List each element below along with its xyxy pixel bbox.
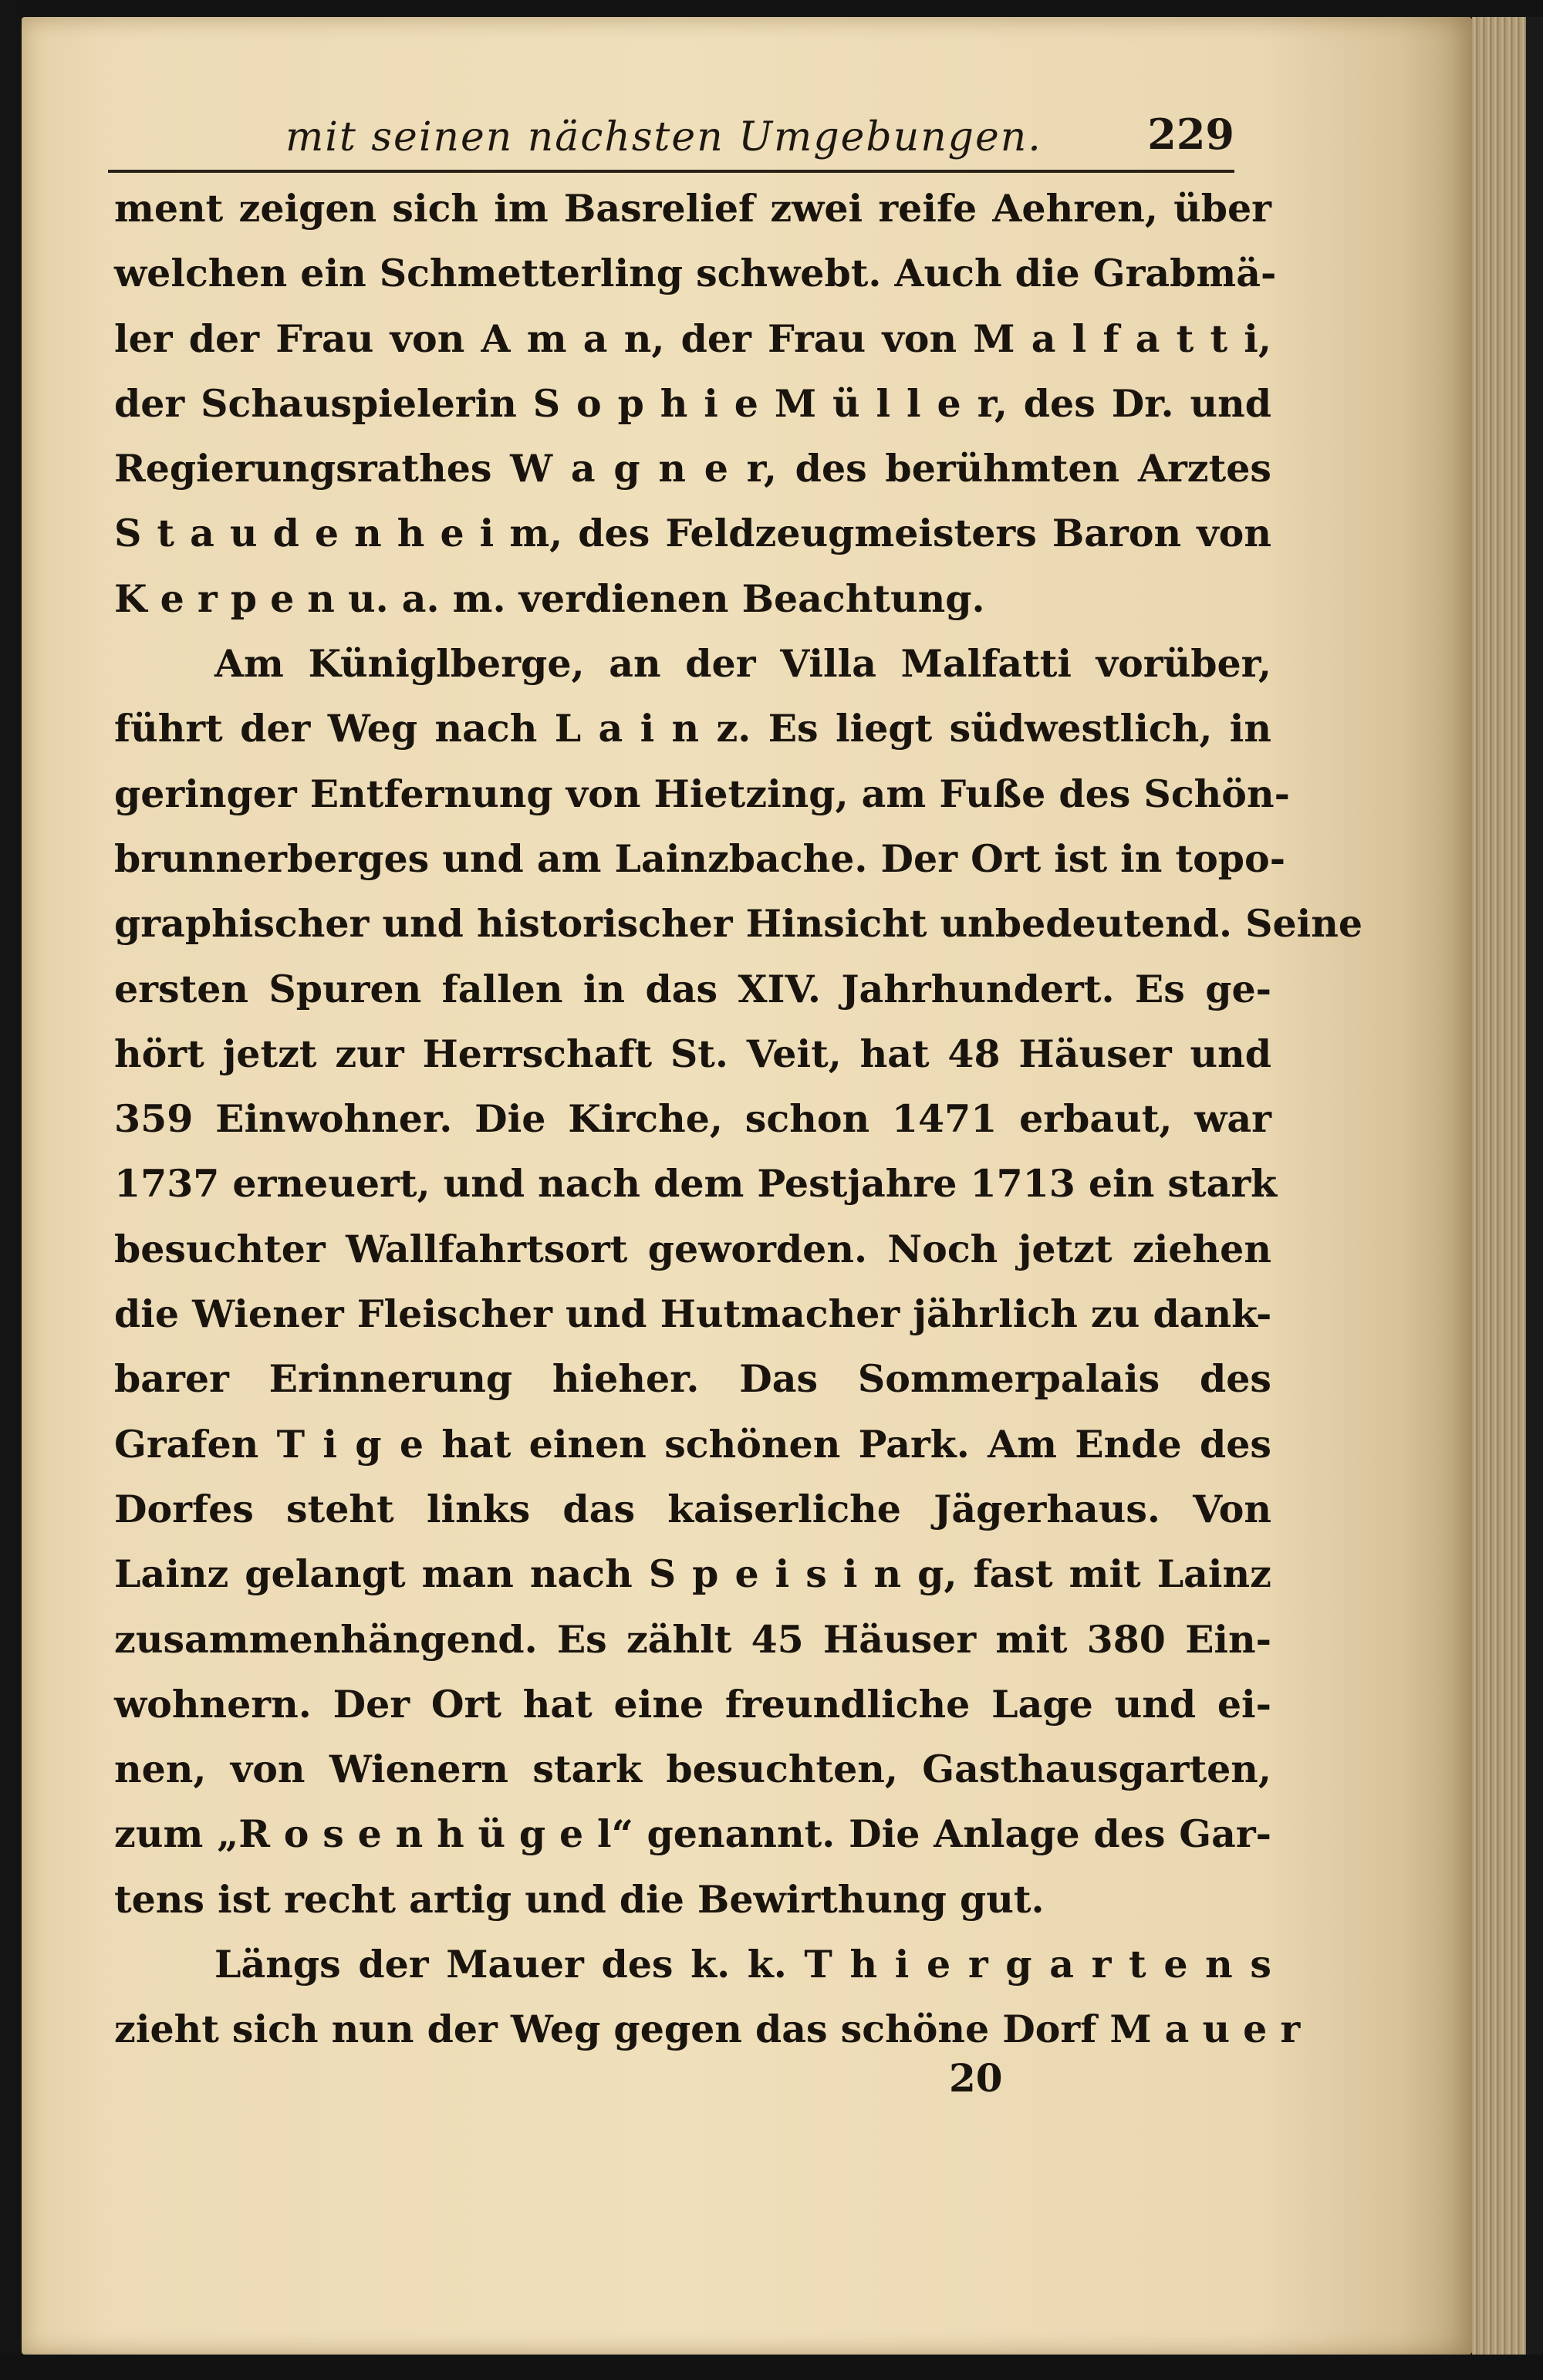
text-line: ment zeigen sich im Basrelief zwei reife Aehren, über — [114, 186, 1271, 231]
running-head: mit seinen nächsten Umgebungen. — [285, 114, 1042, 160]
text-line: welchen ein Schmetterling schwebt. Auch die Grabmä- — [114, 251, 1277, 296]
text-line: graphischer und historischer Hinsicht unbedeutend. Seine — [114, 901, 1363, 947]
text-line: tens ist recht artig und die Bewirthung gut. — [114, 1876, 1045, 1922]
text-line: der Schauspielerin S o p h i e M ü l l e r, des Dr. und — [114, 380, 1271, 426]
text-line: zieht sich nun der Weg gegen das schöne Dorf M a u e r — [114, 2007, 1301, 2052]
signature-mark: 20 — [949, 2055, 1003, 2101]
text-line: zusammenhängend. Es zählt 45 Häuser mit 380 Ein- — [114, 1616, 1271, 1662]
text-line: S t a u d e n h e i m, des Feldzeugmeisters Baron von — [114, 511, 1271, 556]
text-line-indent: Am Küniglberge, an der Villa Malfatti vorüber, — [214, 641, 1271, 687]
scan-background-bottom — [0, 2355, 1543, 2380]
page-edges — [1472, 17, 1526, 2355]
scan-background-top — [0, 0, 1543, 17]
page-number: 229 — [1147, 110, 1234, 159]
text-line: ersten Spuren fallen in das XIV. Jahrhundert. Es ge- — [114, 966, 1271, 1011]
text-line: 1737 erneuert, und nach dem Pestjahre 1713 ein stark — [114, 1161, 1278, 1207]
text-line: Grafen T i g e hat einen schönen Park. Am Ende des — [114, 1421, 1271, 1467]
text-line: Dorfes steht links das kaiserliche Jägerhaus. Von — [114, 1486, 1271, 1531]
scan-background-left — [0, 0, 22, 2380]
text-line: 359 Einwohner. Die Kirche, schon 1471 erbaut, war — [114, 1096, 1271, 1142]
text-line: ler der Frau von A m a n, der Frau von M a l f a t t i, — [114, 316, 1271, 361]
text-line: wohnern. Der Ort hat eine freundliche Lage und ei- — [114, 1681, 1271, 1727]
text-line: die Wiener Fleischer und Hutmacher jährlich zu dank- — [114, 1291, 1272, 1337]
text-line: nen, von Wienern stark besuchten, Gasthausgarten, — [114, 1747, 1271, 1792]
text-line: brunnerberges und am Lainzbache. Der Ort ist in topo- — [114, 836, 1286, 881]
text-line: Regierungsrathes W a g n e r, des berühmten Arztes — [114, 446, 1271, 491]
body-text — [114, 176, 1363, 2062]
text-line: zum „R o s e n h ü g e l“ genannt. Die Anlage des Gar- — [114, 1811, 1271, 1857]
page-header — [108, 100, 1234, 173]
text-line: Lainz gelangt man nach S p e i s i n g, fast mit Lainz — [114, 1551, 1271, 1597]
text-line: K e r p e n u. a. m. verdienen Beachtung. — [114, 576, 985, 621]
scan-background-right — [1526, 17, 1543, 2355]
text-line: besuchter Wallfahrtsort geworden. Noch jetzt ziehen — [114, 1226, 1271, 1271]
text-line: führt der Weg nach L a i n z. Es liegt südwestlich, in — [114, 706, 1271, 751]
text-line: geringer Entfernung von Hietzing, am Fuße des Schön- — [114, 771, 1290, 816]
text-line: barer Erinnerung hieher. Das Sommerpalais des — [114, 1356, 1271, 1402]
text-line-indent: Längs der Mauer des k. k. T h i e r g a r t e n s — [214, 1942, 1271, 1987]
text-line: hört jetzt zur Herrschaft St. Veit, hat 48 Häuser und — [114, 1031, 1271, 1076]
